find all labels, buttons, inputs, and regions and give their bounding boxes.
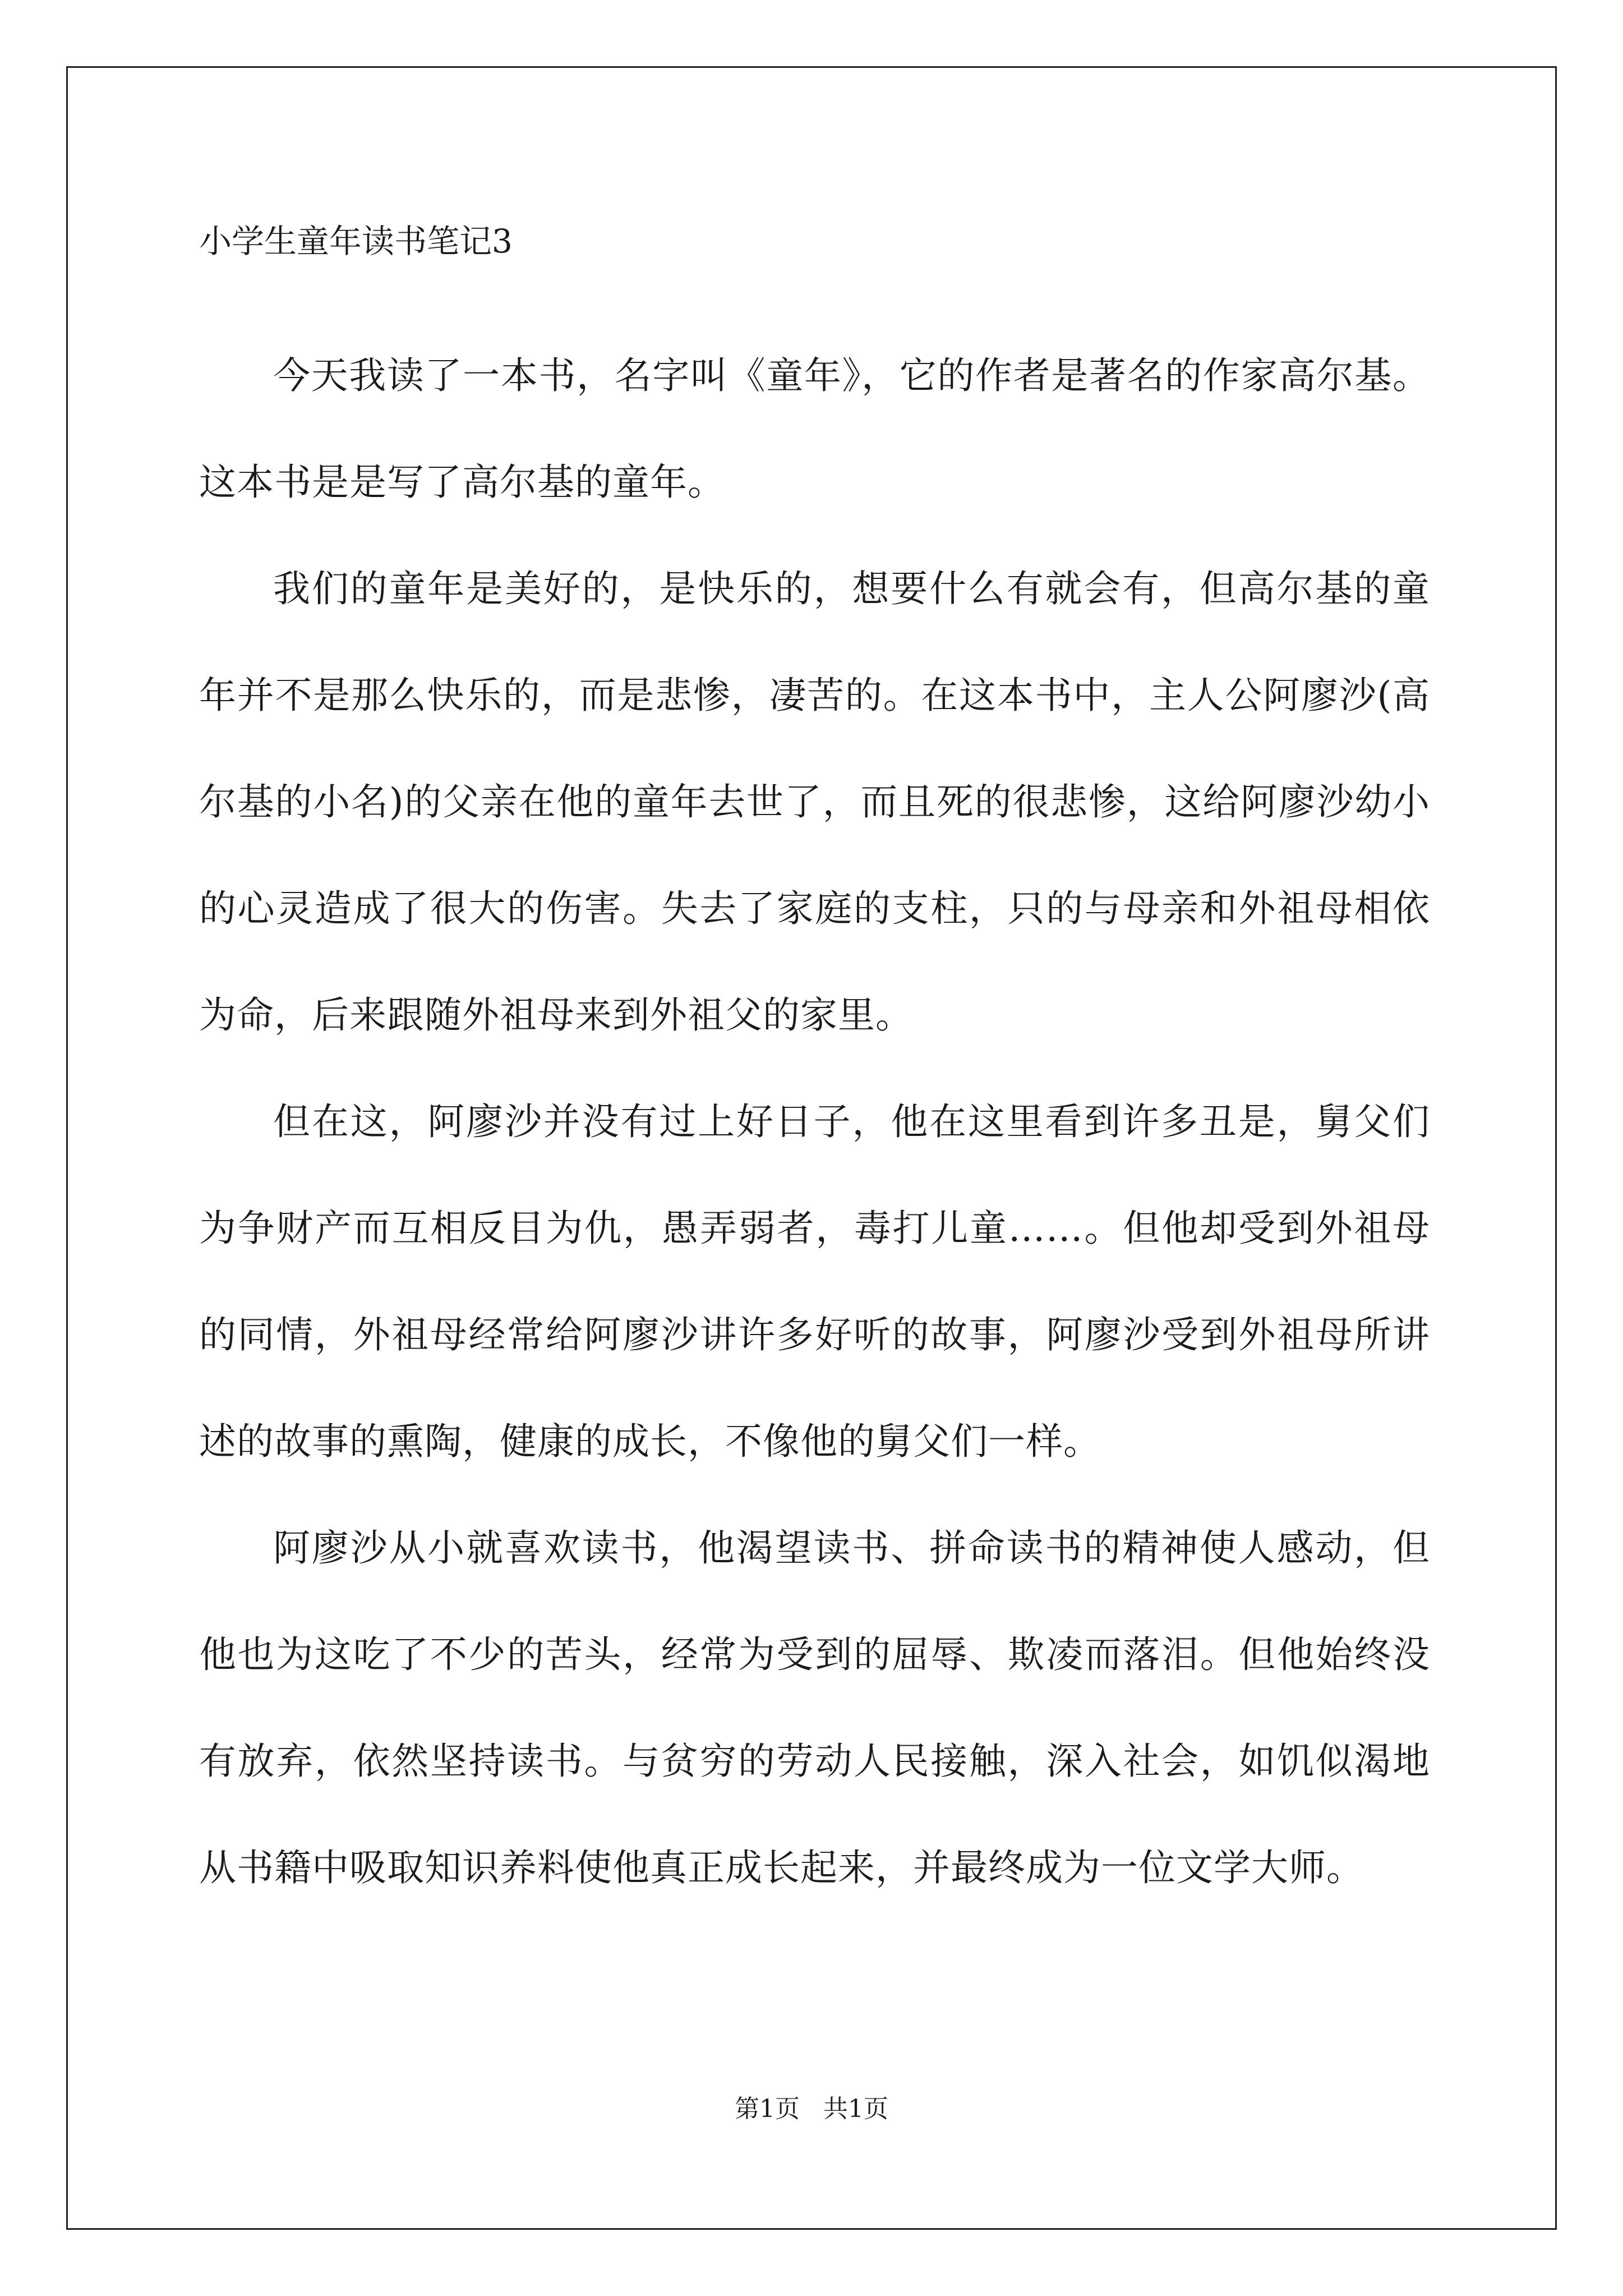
paragraph-3: 但在这，阿廖沙并没有过上好日子，他在这里看到许多丑是，舅父们为争财产而互相反目为仇，愚弄弱者，毒打儿童……。但他却受到外祖母的同情，外祖母经常给阿廖沙讲许多好听的故事，阿廖沙受到外祖母所讲述的故事的熏陶，健康的成长，不像他的舅父们一样。 [199,1100,1430,1463]
page-footer: 第1页 共1页 [735,2095,888,2123]
paragraph-4: 阿廖沙从小就喜欢读书，他渴望读书、拼命读书的精神使人感动，但他也为这吃了不少的苦头，经常为受到的屈辱、欺凌而落泪。但他始终没有放弃，依然坚持读书。与贫穷的劳动人民接触，深入社会，如饥似渴地从书籍中吸取知识养料使他真正成长起来，并最终成为一位文学大师。 [199,1526,1430,1889]
paragraph-1: 今天我读了一本书，名字叫《童年》，它的作者是著名的作家高尔基。这本书是是写了高尔基的童年。 [199,354,1430,504]
document-title: 小学生童年读书笔记3 [199,222,513,260]
paragraph-2: 我们的童年是美好的，是快乐的，想要什么有就会有，但高尔基的童年并不是那么快乐的，而是悲惨，凄苦的。在这本书中，主人公阿廖沙(高尔基的小名)的父亲在他的童年去世了，而且死的很悲惨，这给阿廖沙幼小的心灵造成了很大的伤害。失去了家庭的支柱，只的与母亲和外祖母相依为命，后来跟随外祖母来到外祖父的家里。 [199,567,1430,1037]
document-body [199,222,1430,1921]
